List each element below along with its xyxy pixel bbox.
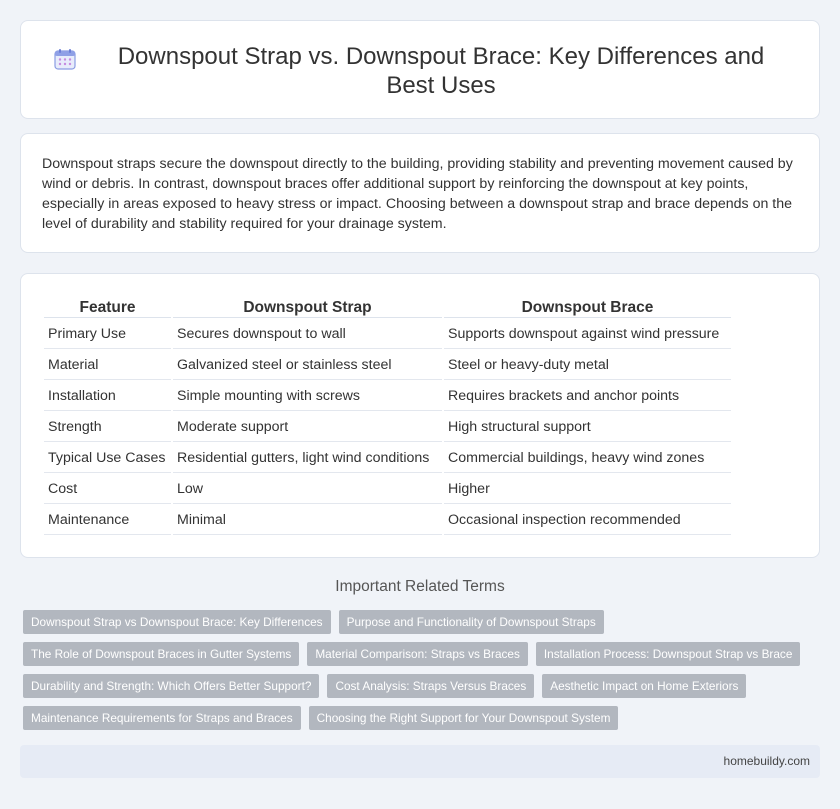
tag-row (23, 674, 823, 698)
tag-row (23, 610, 823, 634)
header-card (20, 20, 820, 119)
related-term-tag[interactable]: Installation Process: Downspout Strap vs Brace (536, 642, 801, 666)
related-terms-list (23, 610, 823, 738)
table-cell-feature: Cost (44, 475, 171, 504)
table-cell-strap: Simple mounting with screws (173, 382, 442, 411)
table-cell-strap: Minimal (173, 506, 442, 535)
table-cell-feature: Material (44, 351, 171, 380)
table-row (44, 382, 731, 411)
related-term-tag[interactable]: Maintenance Requirements for Straps and Braces (23, 706, 301, 730)
column-header-strap: Downspout Strap (173, 298, 442, 318)
table-header-row (44, 298, 731, 318)
table-cell-feature: Primary Use (44, 320, 171, 349)
related-term-tag[interactable]: Durability and Strength: Which Offers Better Support? (23, 674, 319, 698)
intro-paragraph: Downspout straps secure the downspout directly to the building, providing stability and preventing movement caused by wind or debris. In contrast, downspout braces offer additional support by reinforcing the downspout at key points, especially in areas exposed to heavy stress or impact. Choosing between a downspout strap and brace depends on the level of durability and stability required for your drainage system. (42, 156, 793, 232)
table-cell-brace: Commercial buildings, heavy wind zones (444, 444, 731, 473)
footer (20, 745, 820, 778)
table-cell-strap: Residential gutters, light wind conditions (173, 444, 442, 473)
related-term-tag[interactable]: Downspout Strap vs Downspout Brace: Key Differences (23, 610, 331, 634)
related-term-tag[interactable]: Aesthetic Impact on Home Exteriors (542, 674, 746, 698)
table-row (44, 506, 731, 535)
intro-card (20, 133, 820, 253)
tag-row (23, 642, 823, 666)
table-cell-feature: Maintenance (44, 506, 171, 535)
related-term-tag[interactable]: Purpose and Functionality of Downspout Straps (339, 610, 604, 634)
table-cell-brace: High structural support (444, 413, 731, 442)
column-header-brace: Downspout Brace (444, 298, 731, 318)
table-row (44, 351, 731, 380)
table-cell-brace: Steel or heavy-duty metal (444, 351, 731, 380)
footer-site-name[interactable]: homebuildy.com (723, 754, 810, 768)
table-cell-feature: Installation (44, 382, 171, 411)
table-cell-strap: Moderate support (173, 413, 442, 442)
calendar-icon (53, 47, 77, 71)
table-cell-strap: Secures downspout to wall (173, 320, 442, 349)
table-cell-strap: Galvanized steel or stainless steel (173, 351, 442, 380)
table-cell-feature: Typical Use Cases (44, 444, 171, 473)
table-cell-strap: Low (173, 475, 442, 504)
table-cell-brace: Higher (444, 475, 731, 504)
page-title: Downspout Strap vs. Downspout Brace: Key Differences and Best Uses (117, 42, 765, 99)
table-cell-brace: Requires brackets and anchor points (444, 382, 731, 411)
table-row (44, 320, 731, 349)
related-term-tag[interactable]: Choosing the Right Support for Your Downspout System (309, 706, 619, 730)
tag-row (23, 706, 823, 730)
header (21, 21, 821, 120)
related-term-tag[interactable]: Material Comparison: Straps vs Braces (307, 642, 528, 666)
comparison-card (20, 273, 820, 558)
related-term-tag[interactable]: Cost Analysis: Straps Versus Braces (327, 674, 534, 698)
table-row (44, 475, 731, 504)
comparison-table (42, 296, 733, 537)
related-term-tag[interactable]: The Role of Downspout Braces in Gutter Systems (23, 642, 299, 666)
table-row (44, 444, 731, 473)
table-row (44, 413, 731, 442)
table-cell-brace: Supports downspout against wind pressure (444, 320, 731, 349)
related-terms-title: Important Related Terms (335, 578, 505, 595)
table-cell-brace: Occasional inspection recommended (444, 506, 731, 535)
table-cell-feature: Strength (44, 413, 171, 442)
column-header-feature: Feature (44, 298, 171, 318)
